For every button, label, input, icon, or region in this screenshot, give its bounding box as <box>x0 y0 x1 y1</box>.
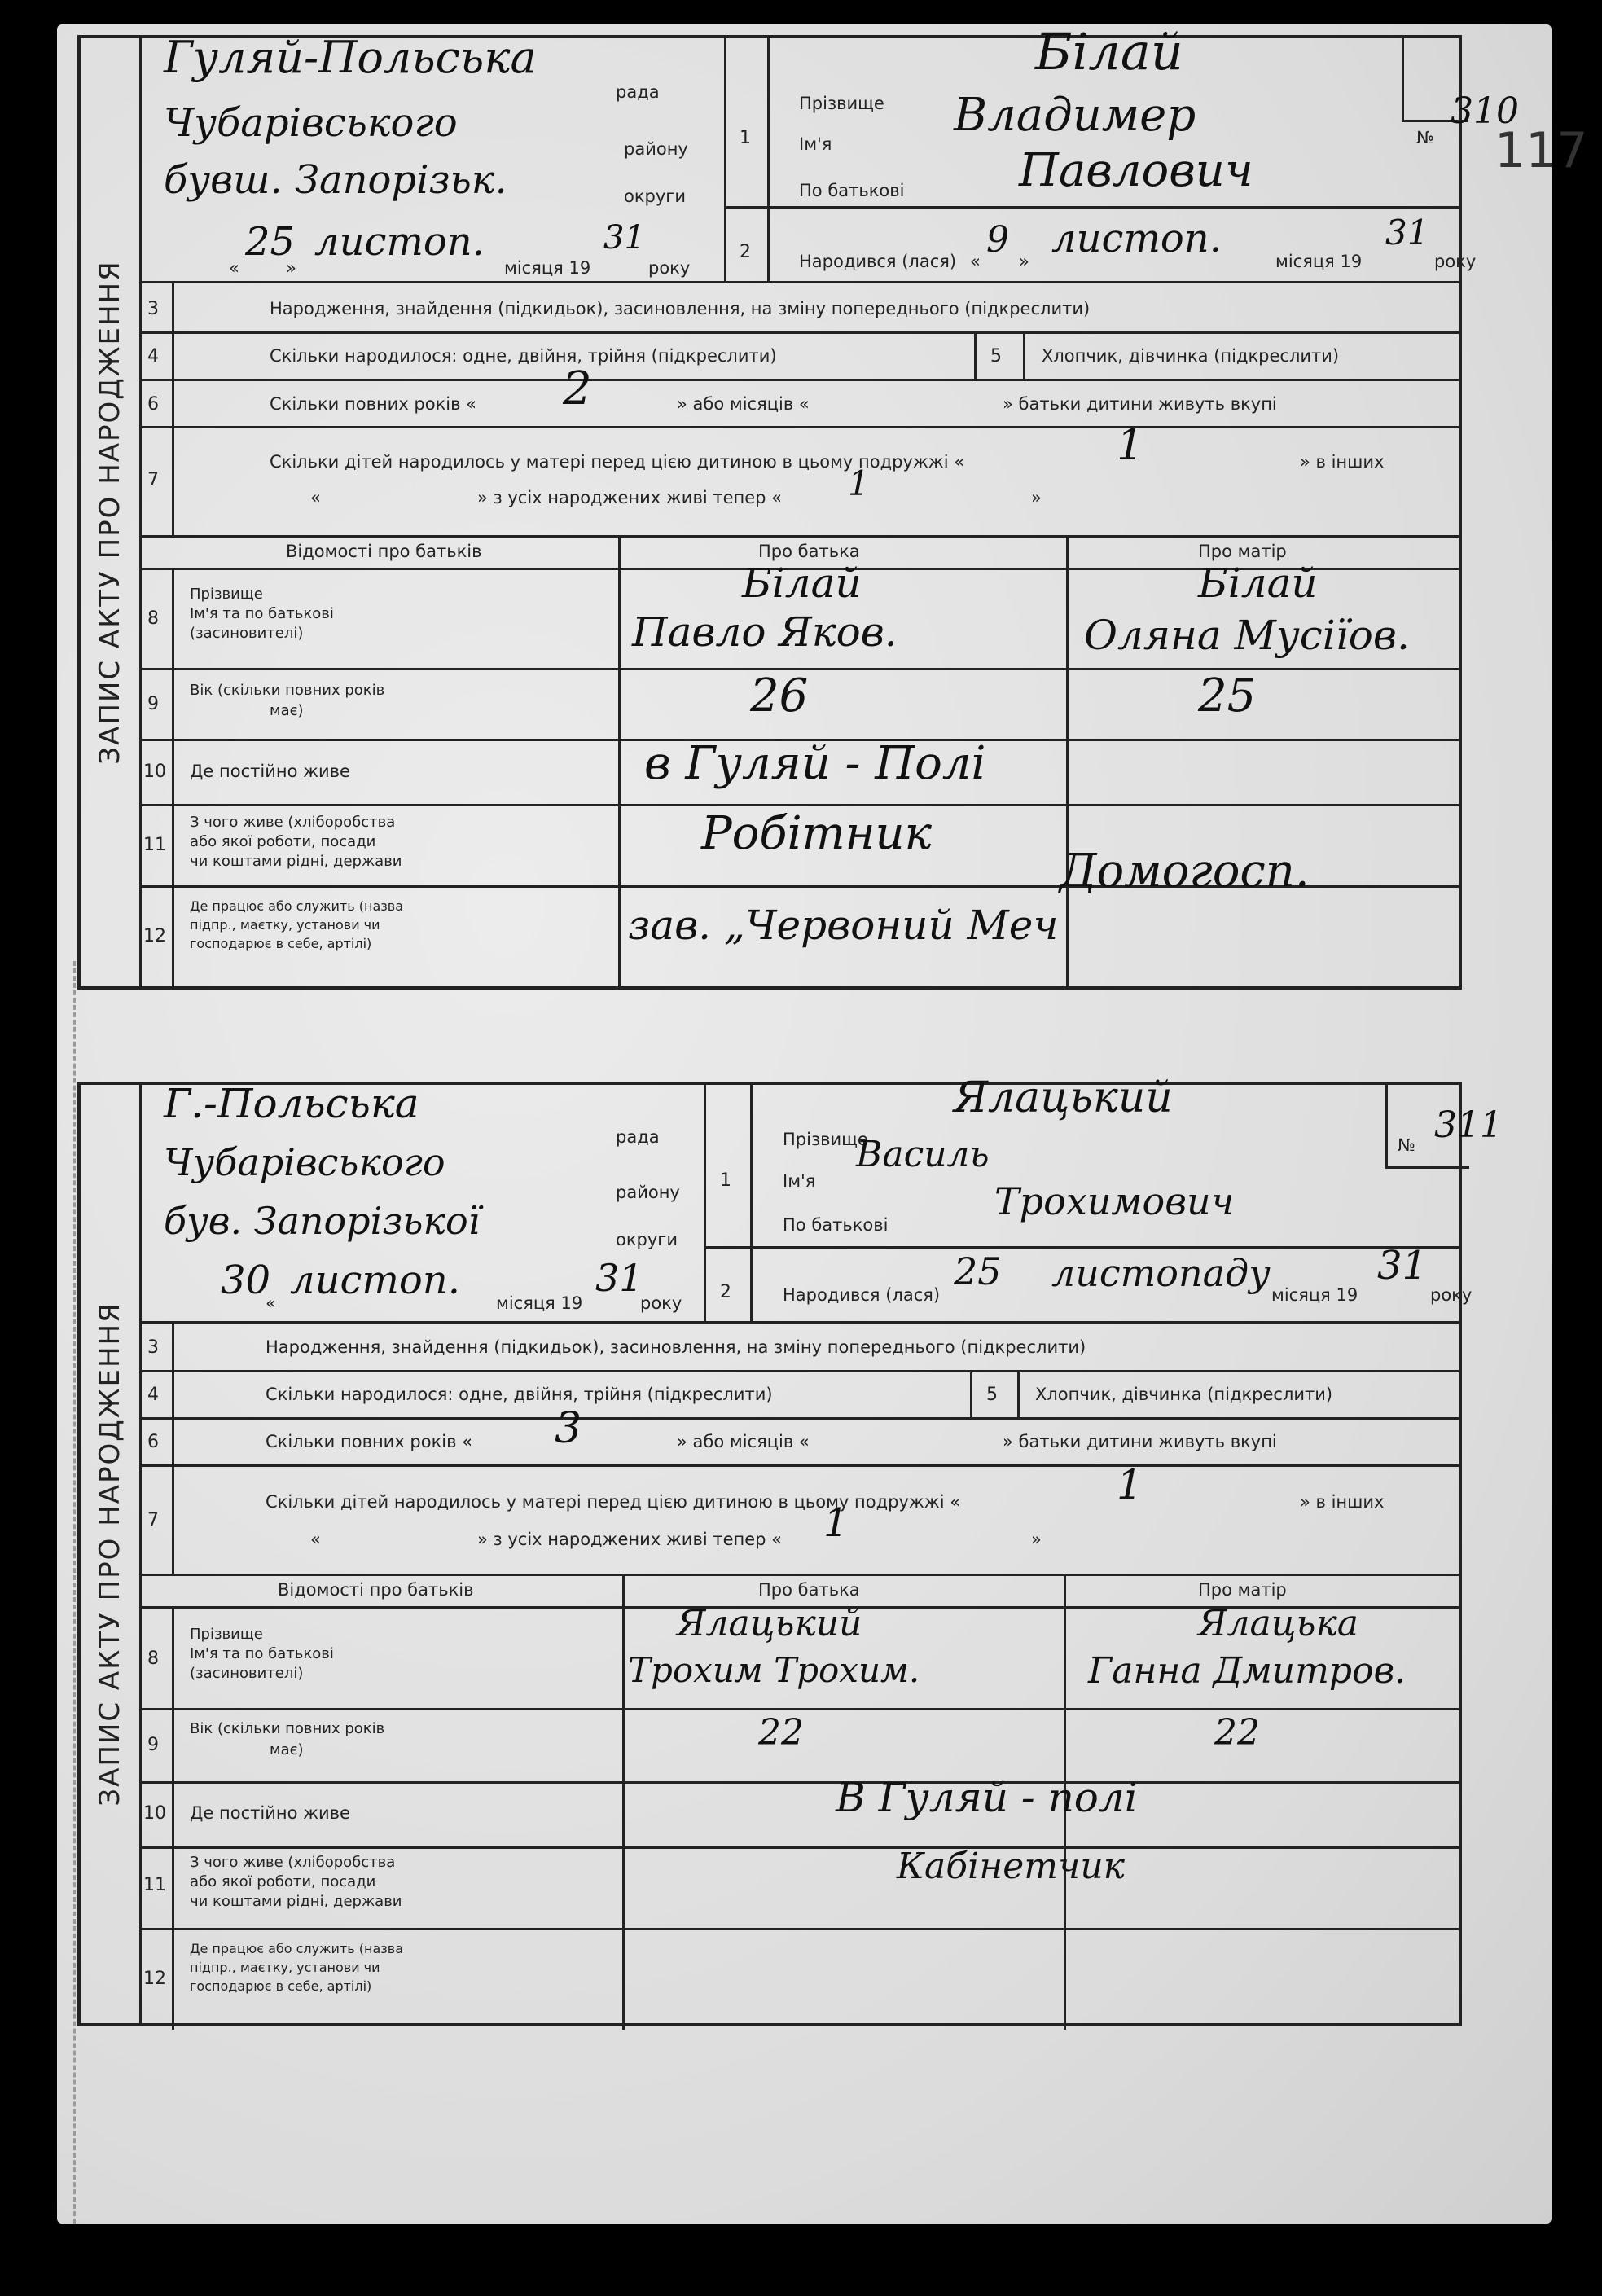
row-event-type: Народження, знайдення (підкидьок), засиновлення, на зміну попереднього (підкреслити) <box>266 1337 1086 1357</box>
place-okrug: був. Запорізької <box>164 1199 481 1243</box>
registration-day: 30 <box>221 1258 271 1303</box>
record-side-title: ЗАПИС АКТУ ПРО НАРОДЖЕННЯ <box>81 38 142 986</box>
registration-month: листоп. <box>290 1258 460 1303</box>
col-parents-info: Відомості про батьків <box>286 542 482 561</box>
father-occupation: Кабінетчик <box>897 1846 1125 1887</box>
birth-day: 9 <box>986 219 1009 261</box>
row-multiplicity: Скільки народилося: одне, двійня, трійня (підкреслити) <box>266 1385 773 1404</box>
place-rada: Г.-Польська <box>164 1080 419 1127</box>
registration-day: 25 <box>245 219 296 265</box>
birth-record-2: ЗАПИС АКТУ ПРО НАРОДЖЕННЯ Г.-Польська рада Чубарівського району був. Запорізької округи 30 « листоп. місяця 19 31 року 1 2 Прізвище Ялацький Ім'я Василь По батькові Трохимович № 311 Народився (лася) 25 листопаду місяця 19 31 року 3 Народження, знайдення (підкидьок), засиновлення, на зміну попереднього (підкреслити) 4 Скільки народилося: одне, двійня, трійня (підкреслити) 5 Хлопчик, дівчинка (підкреслити) 6 Скільки повних років « 3 » або місяців « » батьки дитини живуть вкупі 7 Скільки дітей народилось у матері перед цією дитиною в цьому подружжі « 1 » в інших « » з усіх народжених живі тепер « 1 » Відомості про батьків Про батька Про матір 8 Прізвище Ім'я та по батькові (засиновителі) Ялацький Трохим Трохим. Ялацька Ганна Дмитров. 9 Вік (скільки повних років має) 22 22 10 Де постійно живе В Гуляй - полі 11 З чого живе (хліборобства або якої роботи, посади чи коштами рідні, держави Кабінетчик 12 Де працює або служить (назва підпр., маєтку, установи чи господарює в себе, артілі) <box>77 1082 1462 2026</box>
child-name: Владимер <box>954 89 1196 142</box>
birth-year: 31 <box>1385 213 1429 252</box>
residence: в Гуляй - Полі <box>644 737 986 790</box>
place-rada: Гуляй-Польська <box>164 32 537 83</box>
father-occupation: Робітник <box>701 807 932 860</box>
row-multiplicity: Скільки народилося: одне, двійня, трійня (підкреслити) <box>270 346 777 366</box>
page-number: 117 <box>1494 122 1588 179</box>
place-raion: Чубарівського <box>164 100 458 146</box>
record-number: 310 <box>1451 90 1519 132</box>
row-sex: Хлопчик, дівчинка (підкреслити) <box>1042 346 1340 366</box>
col-mother: Про матір <box>1198 542 1287 561</box>
mother-name: Ганна Дмитров. <box>1088 1650 1407 1692</box>
father-workplace: зав. „Червоний Меч <box>628 902 1059 949</box>
residence: В Гуляй - полі <box>836 1774 1138 1821</box>
row-sex: Хлопчик, дівчинка (підкреслити) <box>1035 1385 1333 1404</box>
registration-month: листоп. <box>314 219 485 265</box>
mother-name: Оляна Мусіїов. <box>1084 612 1410 659</box>
row-event-type: Народження, знайдення (підкидьок), засиновлення, на зміну попереднього (підкреслити) <box>270 299 1091 318</box>
registration-year: 31 <box>595 1256 643 1300</box>
child-surname: Білай <box>1035 22 1183 81</box>
col-parents-info: Відомості про батьків <box>278 1580 474 1600</box>
place-okrug: бувш. Запорізьк. <box>164 157 507 203</box>
father-surname: Білай <box>742 560 862 607</box>
children-before: 1 <box>1117 1461 1143 1508</box>
mother-occupation: Домогосп. <box>1060 845 1310 898</box>
father-name: Павло Яков. <box>632 608 898 656</box>
mother-surname: Ялацька <box>1198 1603 1358 1644</box>
birth-month: листопаду <box>1051 1251 1271 1295</box>
mother-age: 25 <box>1198 669 1257 722</box>
father-age: 26 <box>750 669 809 722</box>
record-side-title: ЗАПИС АКТУ ПРО НАРОДЖЕННЯ <box>81 1085 142 2023</box>
mother-surname: Білай <box>1198 560 1318 607</box>
years-together: 3 <box>555 1404 582 1453</box>
place-raion: Чубарівського <box>164 1140 445 1184</box>
col-mother: Про матір <box>1198 1580 1287 1600</box>
children-alive: 1 <box>848 463 870 503</box>
birth-month: листоп. <box>1051 216 1222 261</box>
father-name: Трохим Трохим. <box>628 1650 920 1690</box>
record-number: 311 <box>1434 1104 1503 1146</box>
children-before: 1 <box>1117 421 1144 470</box>
child-name: Василь <box>856 1134 990 1175</box>
birth-year: 31 <box>1377 1243 1428 1288</box>
father-age: 22 <box>758 1712 804 1754</box>
col-father: Про батька <box>758 1580 860 1600</box>
children-alive: 1 <box>823 1500 849 1546</box>
birth-day: 25 <box>954 1249 1002 1293</box>
col-father: Про батька <box>758 542 860 561</box>
father-surname: Ялацький <box>677 1603 862 1644</box>
birth-record-1: ЗАПИС АКТУ ПРО НАРОДЖЕННЯ Гуляй-Польська рада Чубарівського району бувш. Запорізьк. округи « 25 » листоп. місяця 19 31 року 1 2 Прізвище Білай Ім'я Владимер По батькові Павлович № 310 Народився (лася) « 9 » листоп. місяця 19 31 року 3 Народження, знайдення (підкидьок), засиновлення, на зміну попереднього (підкреслити) 4 Скільки народилося: одне, двійня, трійня (підкреслити) 5 Хлопчик, дівчинка (підкреслити) 6 Скільки повних років « 2 » або місяців « » батьки дитини живуть вкупі 7 Скільки дітей народилось у матері перед цією дитиною в цьому подружжі « 1 » в інших « » з усіх народжених живі тепер « 1 » Відомості про батьків Про батька Про матір 8 Прізвище Ім'я та по батькові (засиновителі) Білай Павло Яков. Білай Оляна Мусіїов. 9 Вік (скільки повних років має) 26 25 10 Де постійно живе в Гуляй - Полі 11 З чого живе (хліборобства або якої роботи, посади чи коштами рідні, держави Робітник Домогосп. 12 Де працює або служить (назва підпр., маєтку, установи чи господарює в себе, артілі) зав. „Червоний Меч <box>77 35 1462 990</box>
registration-year: 31 <box>603 219 645 257</box>
years-together: 2 <box>563 362 592 415</box>
mother-age: 22 <box>1214 1712 1260 1754</box>
child-patronymic: Павлович <box>1019 144 1253 197</box>
child-patronymic: Трохимович <box>994 1179 1235 1223</box>
child-surname: Ялацький <box>954 1073 1173 1122</box>
